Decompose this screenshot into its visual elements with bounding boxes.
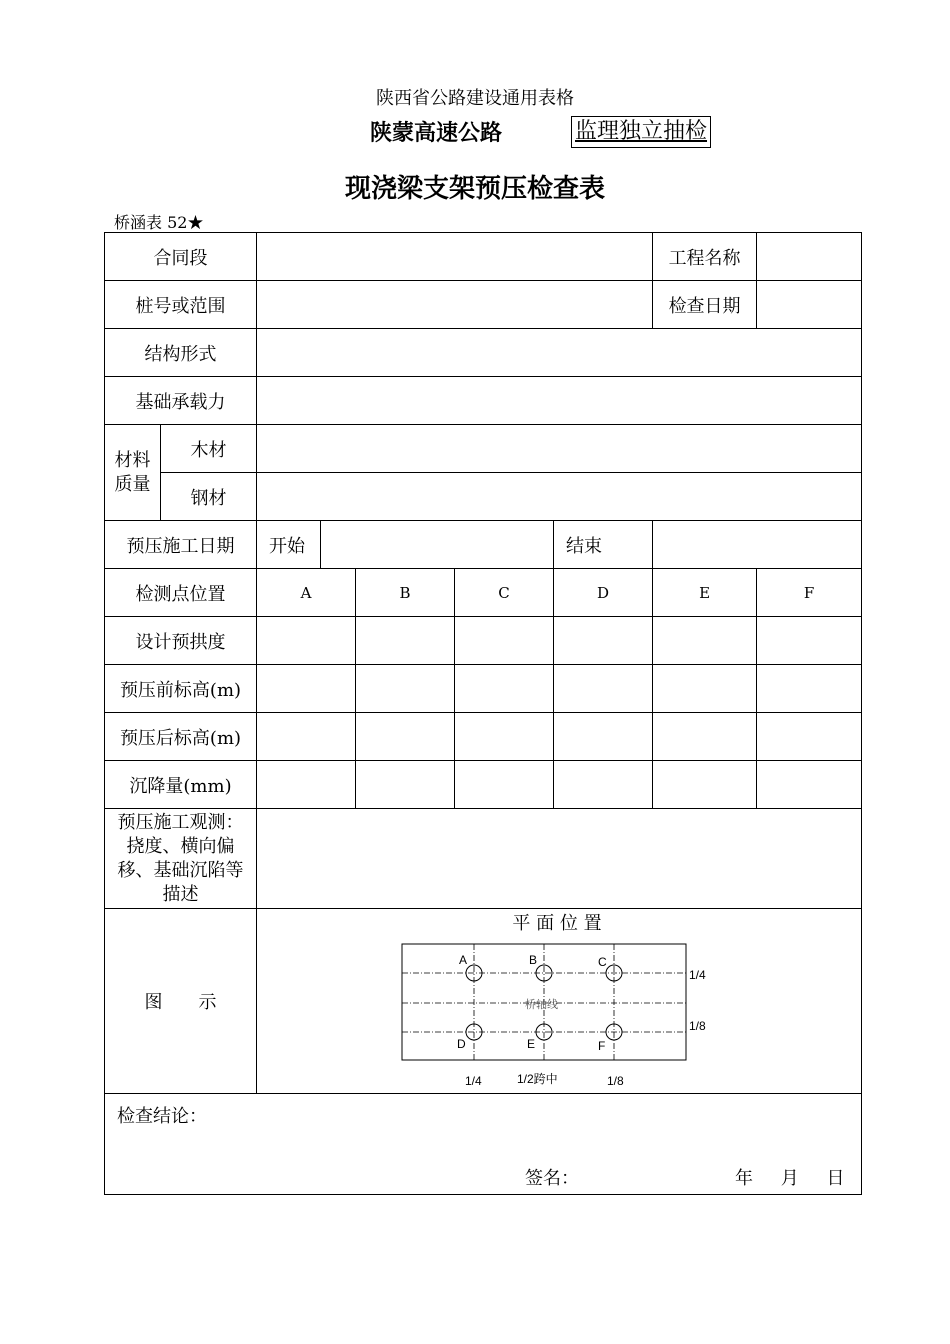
check-date-field[interactable] xyxy=(757,281,862,329)
bottom-label-quarter: 1/4 xyxy=(465,1074,482,1088)
start-field[interactable] xyxy=(321,521,554,569)
camber-A[interactable] xyxy=(257,617,356,665)
label-station: 桩号或范围 xyxy=(105,281,257,329)
label-diagram: 图 示 xyxy=(105,909,257,1094)
after-B[interactable] xyxy=(356,713,455,761)
project-name: 陕蒙高速公路 xyxy=(370,121,503,146)
after-F[interactable] xyxy=(757,713,862,761)
settle-A[interactable] xyxy=(257,761,356,809)
steel-field[interactable] xyxy=(257,473,862,521)
label-elev-before: 预压前标高(m) xyxy=(105,665,257,713)
settle-B[interactable] xyxy=(356,761,455,809)
label-start: 开始 xyxy=(257,521,321,569)
diagram-caption: 平 面 位 置 xyxy=(512,913,602,934)
label-elev-after: 预压后标高(m) xyxy=(105,713,257,761)
label-end: 结束 xyxy=(554,521,653,569)
material-text: 材料质量 xyxy=(114,449,151,495)
end-field[interactable] xyxy=(653,521,862,569)
project-name-field[interactable] xyxy=(757,233,862,281)
after-A[interactable] xyxy=(257,713,356,761)
inspection-table xyxy=(104,232,862,1195)
label-f: F xyxy=(598,1039,606,1053)
observation-field[interactable] xyxy=(257,809,862,909)
before-F[interactable] xyxy=(757,665,862,713)
settle-E[interactable] xyxy=(653,761,757,809)
before-E[interactable] xyxy=(653,665,757,713)
bottom-label-eighth: 1/8 xyxy=(607,1074,624,1088)
axis-label: 桥轴线 xyxy=(525,999,558,1011)
label-structure: 结构形式 xyxy=(105,329,257,377)
label-c: C xyxy=(598,955,607,969)
point-C: C xyxy=(455,569,554,617)
label-d: D xyxy=(457,1037,466,1051)
structure-field[interactable] xyxy=(257,329,862,377)
diagram-cell xyxy=(257,909,862,1094)
inspection-stamp: 监理独立抽检 xyxy=(571,116,711,148)
after-C[interactable] xyxy=(455,713,554,761)
contract-field[interactable] xyxy=(257,233,653,281)
plan-diagram xyxy=(257,909,861,1093)
wood-field[interactable] xyxy=(257,425,862,473)
label-date: 年 月 日 xyxy=(735,1168,845,1189)
label-settlement: 沉降量(mm) xyxy=(105,761,257,809)
settle-F[interactable] xyxy=(757,761,862,809)
camber-B[interactable] xyxy=(356,617,455,665)
label-conclusion: 检查结论： xyxy=(117,1106,207,1127)
label-foundation: 基础承载力 xyxy=(105,377,257,425)
label-design-camber: 设计预拱度 xyxy=(105,617,257,665)
right-label-eighth: 1/8 xyxy=(689,1019,706,1033)
point-E: E xyxy=(653,569,757,617)
before-A[interactable] xyxy=(257,665,356,713)
label-contract: 合同段 xyxy=(105,233,257,281)
point-A: A xyxy=(257,569,356,617)
label-material xyxy=(105,425,161,521)
conclusion-cell[interactable] xyxy=(105,1094,862,1195)
label-steel: 钢材 xyxy=(161,473,257,521)
settle-C[interactable] xyxy=(455,761,554,809)
right-label-quarter: 1/4 xyxy=(689,968,706,982)
bottom-label-mid: 1/2跨中 xyxy=(517,1072,558,1086)
form-subtitle: 陕西省公路建设通用表格 xyxy=(376,88,574,109)
label-e: E xyxy=(527,1037,536,1051)
point-D: D xyxy=(554,569,653,617)
form-title: 现浇梁支架预压检查表 xyxy=(344,174,605,204)
label-preload-date: 预压施工日期 xyxy=(105,521,257,569)
camber-F[interactable] xyxy=(757,617,862,665)
camber-C[interactable] xyxy=(455,617,554,665)
station-field[interactable] xyxy=(257,281,653,329)
label-point-pos: 检测点位置 xyxy=(105,569,257,617)
camber-E[interactable] xyxy=(653,617,757,665)
after-D[interactable] xyxy=(554,713,653,761)
point-F: F xyxy=(757,569,862,617)
camber-D[interactable] xyxy=(554,617,653,665)
after-E[interactable] xyxy=(653,713,757,761)
point-B: B xyxy=(356,569,455,617)
before-B[interactable] xyxy=(356,665,455,713)
before-D[interactable] xyxy=(554,665,653,713)
observation-text: 预压施工观测：挠度、横向偏移、基础沉陷等描述 xyxy=(117,811,244,905)
label-b: B xyxy=(529,953,538,967)
label-observation xyxy=(105,809,257,909)
label-check-date: 检查日期 xyxy=(653,281,757,329)
label-wood: 木材 xyxy=(161,425,257,473)
form-code: 桥涵表 52★ xyxy=(114,213,204,232)
settle-D[interactable] xyxy=(554,761,653,809)
label-a: A xyxy=(459,953,468,967)
foundation-field[interactable] xyxy=(257,377,862,425)
label-signature: 签名： xyxy=(525,1168,579,1189)
before-C[interactable] xyxy=(455,665,554,713)
label-project-name: 工程名称 xyxy=(653,233,757,281)
